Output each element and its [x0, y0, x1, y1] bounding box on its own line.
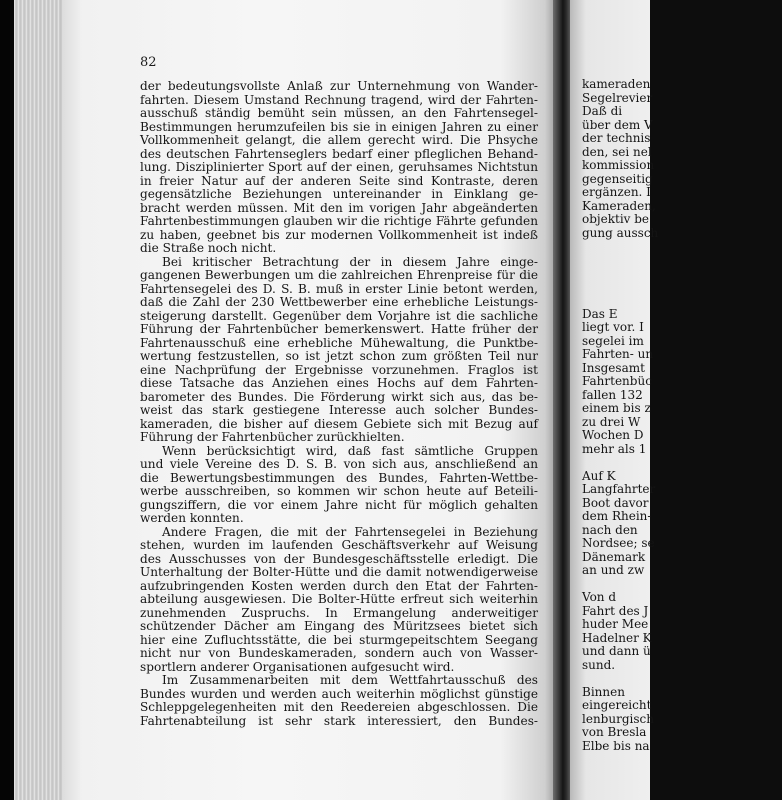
right-page-text — [582, 78, 782, 753]
text-line: und viele Vereine des D. S. B. von sich aus, anschließend an — [140, 457, 538, 471]
right-page-line: objektiv be — [582, 212, 650, 226]
right-page-line: Boot davor — [582, 495, 649, 510]
right-page-line: Segelrevier — [582, 90, 653, 105]
right-page-line: Elbe bis na — [582, 738, 650, 753]
scan-border — [0, 0, 14, 800]
text-line: Fahrtensegelei des D. S. B. muß in erster Linie betont werden, — [140, 281, 538, 296]
right-page-line: Insgesamt — [582, 360, 645, 375]
right-page-line: ergänzen. I — [582, 185, 651, 199]
text-line: die Bewertungsbestimmungen des Bundes, Fahrten-Wettbe- — [140, 470, 538, 485]
text-line: Unterhaltung der Bolter-Hütte und die damit notwendigerweise — [140, 565, 538, 579]
right-page-line: huder Mee — [582, 617, 649, 631]
right-page-line: der technis — [582, 131, 651, 145]
text-line: daß die Zahl der 230 Wettbewerber eine erhebliche Leistungs- — [140, 295, 538, 309]
text-line: nicht nur von Bundeskameraden, sondern auch von Wasser- — [140, 646, 538, 660]
right-page-line — [582, 281, 782, 295]
right-page-line: Binnen — [582, 684, 625, 699]
right-page-line: eingereicht — [582, 698, 652, 712]
right-page-line: Wochen D — [582, 428, 644, 442]
text-line: werden konnten. — [140, 511, 244, 525]
text-line: gangenen Bewerbungen um die zahlreichen Ehrenpreise für die — [140, 268, 538, 282]
text-line: Führung der Fahrtenbücher zurückhielten. — [140, 430, 405, 444]
text-line: weist das stark gestiegene Interesse auch solcher Bundes- — [140, 403, 538, 417]
right-page-line: den, sei nel — [582, 144, 652, 159]
text-line: Vollkommenheit gelangt, die allem gerecht wird. Die Phsyche — [140, 133, 538, 147]
right-page-line — [582, 672, 782, 686]
text-line: werbe ausschreiben, so kommen wir schon heute auf Beteili- — [140, 484, 538, 498]
text-line: Fahrtenbestimmungen glauben wir die richtige Fährte gefunden — [140, 214, 538, 228]
right-page-line: Langfahrter — [582, 482, 656, 496]
text-line: der bedeutungsvollste Anlaß zur Unternehmung von Wander- — [140, 79, 538, 93]
text-line: stehen, wurden im laufenden Geschäftsverkehr auf Weisung — [140, 538, 538, 552]
right-page-line — [582, 578, 782, 592]
right-page-line: liegt vor. I — [582, 320, 644, 334]
right-page-line: gegenseitig — [582, 171, 653, 186]
right-page-line: von Bresla — [582, 725, 647, 739]
right-page-line: zu drei W — [582, 414, 641, 429]
text-line: steigerung darstellt. Gegenüber dem Vorjahre ist die sachliche — [140, 308, 538, 323]
text-line: Wenn berücksichtigt wird, daß fast sämtliche Gruppen — [162, 443, 538, 458]
text-line: Bei kritischer Betrachtung der in diesem Jahre einge- — [162, 254, 538, 269]
text-line: barometer des Bundes. Die Förderung wirkt sich aus, das be- — [140, 389, 538, 404]
text-line: Bestimmungen herumzufeilen bis sie in einigen Jahren zu einer — [140, 119, 538, 134]
page-number: 82 — [140, 55, 157, 70]
text-line: hier eine Zufluchtsstätte, die bei sturmgepeitschtem Seegang — [140, 632, 538, 647]
right-page-line: segelei im — [582, 333, 644, 348]
right-page-line: Von d — [582, 590, 617, 604]
text-line: Im Zusammenarbeiten mit dem Wettfahrtausschuß des — [162, 673, 538, 687]
text-line: des deutschen Fahrtenseglers bedarf einer pfleglichen Behand- — [140, 146, 538, 161]
right-page-line: Kameraden, — [582, 198, 656, 213]
right-page-line: Das E — [582, 306, 618, 321]
right-page-line — [582, 294, 782, 308]
text-line: Führung der Fahrtenbücher bemerkenswert. Hatte früher der — [140, 322, 538, 336]
right-page-line: und dann ü — [582, 644, 651, 658]
text-line: aufzubringenden Kosten werden durch den Etat der Fahrten- — [140, 578, 538, 593]
right-page — [570, 0, 659, 800]
right-page-line: über dem V — [582, 117, 653, 132]
text-line: zu haben, geebnet bis zur modernen Vollkommenheit ist indeß — [140, 227, 538, 242]
text-line: fahrten. Diesem Umstand Rechnung tragend, wird der Fahrten- — [140, 92, 538, 107]
text-line: lung. Disziplinierter Sport auf der einen, geruhsames Nichtstun — [140, 160, 538, 174]
right-page-line: an und zw — [582, 563, 645, 577]
text-line: Fahrtenausschuß eine erhebliche Mühewaltung, die Punktbe- — [140, 335, 538, 350]
text-line: gegensätzliche Beziehungen untereinander in Einklang ge- — [140, 187, 538, 201]
text-line: Schleppgelegenheiten mit den Reedereien abgeschlossen. Die — [140, 700, 538, 714]
right-page-line: Fahrt des J — [582, 603, 649, 618]
text-line: abteilung ausgewiesen. Die Bolter-Hütte erfreut sich weiterhin — [140, 592, 538, 606]
right-page-line: lenburgisch — [582, 711, 654, 726]
text-line: des Ausschusses von der Bundesgeschäftsstelle erledigt. Die — [140, 551, 538, 566]
right-page-line — [582, 456, 782, 470]
right-page-line: gung aussch — [582, 225, 659, 240]
text-line: Bundes wurden und werden auch weiterhin möglichst günstige — [140, 686, 538, 701]
text-line: sportlern anderer Organisationen aufgesucht wird. — [140, 659, 455, 674]
right-page-line: Nordsee; se — [582, 536, 655, 550]
right-page-line: nach den — [582, 522, 638, 537]
right-page-line: Hadelner K — [582, 630, 652, 645]
text-line: wertung festzustellen, so ist jetzt schon zum größten Teil nur — [140, 349, 538, 363]
body-text — [140, 80, 538, 728]
right-page-line: Fahrten- un — [582, 347, 654, 361]
text-line: zunehmenden Zuspruchs. In Ermangelung anderweitiger — [140, 605, 538, 620]
text-line: die Straße noch nicht. — [140, 241, 277, 255]
right-page-line: mehr als 1 — [582, 441, 647, 456]
text-line: schützender Dächer am Eingang des Müritzsees bietet sich — [140, 619, 538, 633]
text-line: bracht werden müssen. Mit den im vorigen Jahr abgeänderten — [140, 200, 538, 215]
right-page-line — [582, 254, 782, 268]
right-page-line: Daß di — [582, 104, 623, 118]
right-page-line: einem bis z — [582, 401, 651, 415]
text-line: gungsziffern, die vor einem Jahre nicht für möglich gehalten — [140, 497, 538, 512]
right-page-line: fallen 132 — [582, 387, 643, 402]
right-page-line — [582, 267, 782, 281]
right-page-line: dem Rhein- — [582, 509, 652, 523]
right-page-line: Auf K — [582, 468, 616, 483]
right-page-line: sund. — [582, 657, 616, 672]
text-line: Fahrtenabteilung ist sehr stark interessiert, den Bundes- — [140, 713, 538, 728]
text-line: ausschuß ständig bemüht sein müssen, an den Fahrtensegel- — [140, 106, 538, 120]
text-line: diese Tatsache das Anziehen eines Hochs auf dem Fahrten- — [140, 376, 538, 390]
right-page-line: kameraden — [582, 77, 651, 91]
right-page-line: Dänemark — [582, 549, 646, 564]
text-line: kameraden, die bisher auf diesem Gebiete sich mit Bezug auf — [140, 416, 538, 431]
text-line: eine Nachprüfung der Ergebnisse vorzunehmen. Fraglos ist — [140, 362, 538, 377]
right-page-line: kommission — [582, 158, 655, 172]
right-page-line: Fahrtenbüc — [582, 374, 652, 388]
text-line: Andere Fragen, die mit der Fahrtensegelei in Beziehung — [162, 524, 538, 539]
right-page-line — [582, 240, 782, 254]
text-line: in freier Natur auf der anderen Seite sind Kontraste, deren — [140, 173, 538, 188]
